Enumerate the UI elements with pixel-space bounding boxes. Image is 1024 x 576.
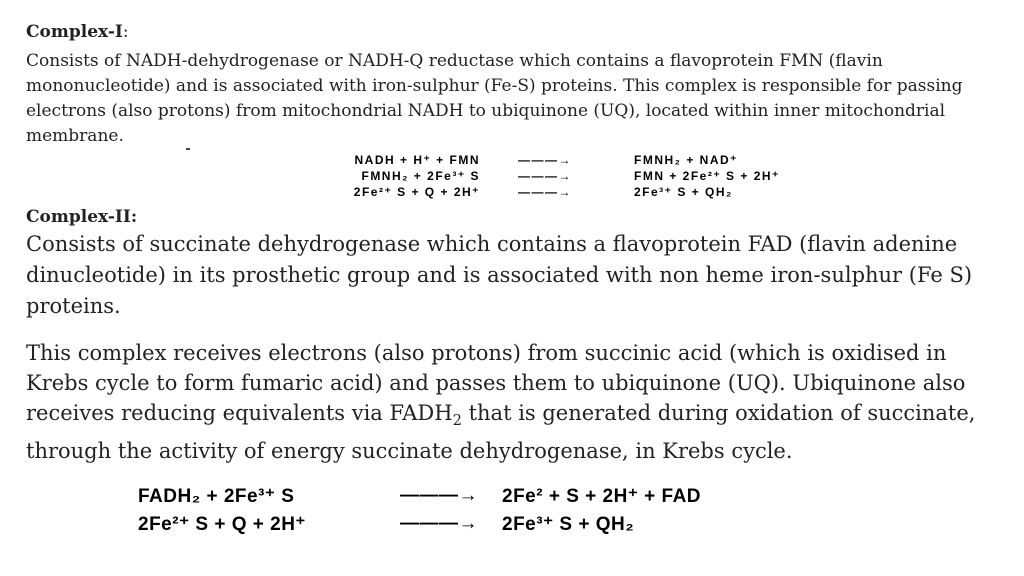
complex1-description: Consists of NADH-dehydrogenase or NADH-Q reductase which contains a flavoprotein FMN (flavin mononucleotide) and is associated with iron-sulphur (Fe-S) proteins. This complex is responsible for passing electrons (also protons) from mitochondrial NADH to ubiquinone (UQ), located within inner mitochondrial membrane. (26, 51, 963, 146)
equation-lhs: NADH + H⁺ + FMN (354, 153, 480, 167)
reaction-arrow: ———→ (400, 485, 478, 506)
stray-mark (186, 148, 190, 150)
complex1-heading-colon: : (122, 22, 129, 42)
equation-rhs: 2Fe² + S + 2H⁺ + FAD (502, 486, 702, 507)
complex2-mechanism-text-b: that is generated during oxidation of succinate, through the activity of energy succinate dehydrogenase, in Krebs cycle. (26, 401, 976, 464)
equation-rhs: 2Fe³⁺ S + QH₂ (502, 514, 635, 535)
fadh-subscript: 2 (452, 412, 462, 430)
equation-lhs: FADH₂ + 2Fe³⁺ S (138, 486, 295, 507)
equation-rhs: FMN + 2Fe²⁺ S + 2H⁺ (634, 169, 780, 183)
equation-rhs: FMNH₂ + NAD⁺ (634, 153, 738, 167)
reaction-arrow: ———→ (518, 169, 572, 183)
complex1-heading-label: Complex-I (26, 22, 123, 42)
complex2-heading: Complex-II: (26, 207, 138, 227)
equation-lhs: 2Fe²⁺ S + Q + 2H⁺ (353, 185, 480, 199)
reaction-arrow: ———→ (400, 513, 478, 534)
equation-lhs: FMNH₂ + 2Fe³⁺ S (361, 169, 480, 183)
complex1-heading (26, 22, 129, 42)
reaction-arrow: ———→ (518, 153, 572, 167)
reaction-arrow: ———→ (518, 185, 572, 199)
equation-lhs: 2Fe²⁺ S + Q + 2H⁺ (138, 514, 306, 535)
equation-rhs: 2Fe³⁺ S + QH₂ (634, 185, 733, 199)
complex2-mechanism-text-a: This complex receives electrons (also protons) from succinic acid (which is oxidised in Krebs cycle to form fumaric acid) and passes them to ubiquinone (UQ). Ubiquinone also receives reducing equivalents via FADH (26, 341, 966, 425)
complex2-mechanism (26, 338, 986, 466)
complex2-description: Consists of succinate dehydrogenase which contains a flavoprotein FAD (flavin adenine dinucleotide) in its prosthetic group and is associated with non heme iron-sulphur (Fe S) proteins. (26, 232, 973, 318)
